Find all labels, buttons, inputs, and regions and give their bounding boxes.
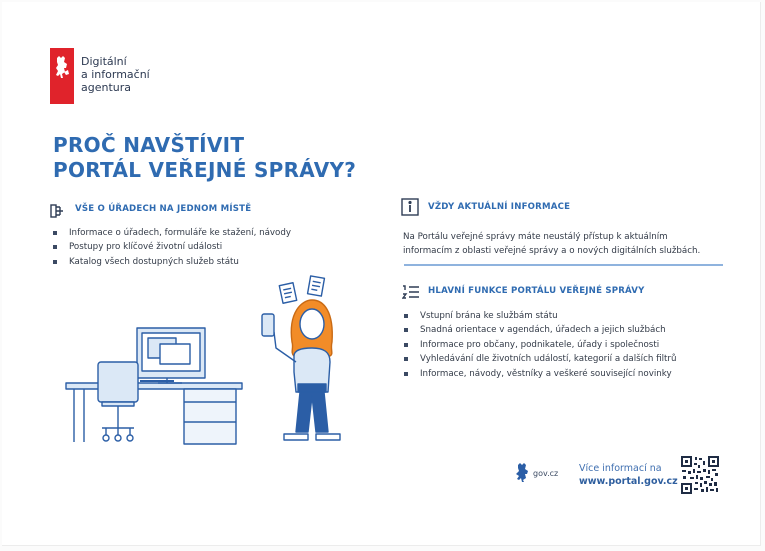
section-heading-current-info: VŽDY AKTUÁLNÍ INFORMACE xyxy=(428,202,571,212)
paragraph-line: informacím z oblasti veřejné správy a o nových digitálních službách. xyxy=(403,246,701,256)
current-info-text xyxy=(403,230,733,258)
section-heading-main-functions: HLAVNÍ FUNKCE PORTÁLU VEŘEJNÉ SPRÁVY xyxy=(428,286,645,296)
functions-list xyxy=(403,309,677,381)
page-title xyxy=(53,133,356,183)
list-item: Snadná orientace v agendách, úřadech a jejich službách xyxy=(403,323,677,337)
offices-list xyxy=(52,226,291,269)
list-item: Vstupní brána ke službám státu xyxy=(403,309,677,323)
qr-code[interactable] xyxy=(681,456,719,498)
portal-url-link[interactable]: www.portal.gov.cz xyxy=(579,476,678,487)
list-item: Informace pro občany, podnikatele, úřady i společnosti xyxy=(403,338,677,352)
document-icons xyxy=(279,276,324,303)
gov-lion-icon xyxy=(514,462,530,486)
paragraph-line: Na Portálu veřejné správy máte neustálý přístup k aktuálním xyxy=(403,232,668,242)
list-item: Postupy pro klíčové životní události xyxy=(52,240,291,254)
numbered-list-icon xyxy=(402,284,420,304)
gov-cz-label: gov.cz xyxy=(533,469,559,478)
org-chart-icon xyxy=(50,203,66,222)
dia-lion-logo xyxy=(50,48,74,104)
logo-line: a informační xyxy=(81,68,150,81)
section-divider xyxy=(404,264,723,266)
list-item: Informace, návody, věstníky a veškeré související novinky xyxy=(403,367,677,381)
person-with-phone-illustration xyxy=(262,300,340,440)
info-icon xyxy=(401,198,419,220)
logo-line: Digitální xyxy=(81,55,127,68)
title-line-2: PORTÁL VEŘEJNÉ SPRÁVY? xyxy=(53,158,357,182)
chair-icon xyxy=(98,362,138,441)
list-item: Informace o úřadech, formuláře ke stažení, návody xyxy=(52,226,291,240)
section-heading-offices: VŠE O ÚŘADECH NA JEDNOM MÍSTĚ xyxy=(75,204,252,214)
list-item: Vyhledávání dle životních událostí, kategorií a dalších filtrů xyxy=(403,352,677,366)
monitor-icon xyxy=(137,328,205,383)
logo-line: agentura xyxy=(81,81,132,94)
more-info-label: Více informací na xyxy=(579,463,662,474)
title-line-1: PROČ NAVŠTÍVIT xyxy=(53,133,245,157)
list-item: Katalog všech dostupných služeb státu xyxy=(52,255,291,269)
office-illustration xyxy=(62,272,352,456)
logo-wordmark xyxy=(81,55,150,94)
desk-icon xyxy=(66,383,242,444)
flyer-page xyxy=(2,2,761,546)
